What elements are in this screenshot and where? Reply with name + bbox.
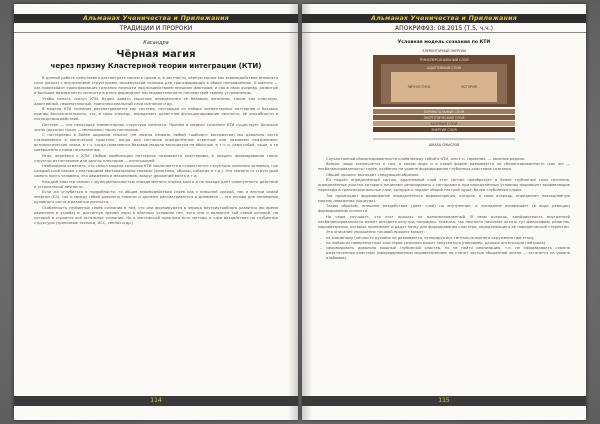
- figure-label-strip1: ПЕРИНАТАЛЬНЫЙ СЛОЙ: [423, 109, 465, 114]
- figure-label-axis-bottom: ШКАЛА СМЫСЛОВ: [428, 143, 460, 147]
- consciousness-model-figure: [359, 47, 529, 151]
- right-header-band: Альманах Ученичества и Прилежания: [302, 14, 586, 23]
- process-list: [318, 236, 570, 261]
- list-item: – не взаимному (личность духовно не развивается, игнорируя все сигналы внешнего окружения при этом);: [318, 236, 570, 241]
- paragraph: На чаще улучшить, что этот процесс не однонаправленный. В свою очередь, конфликтность внутренней несбалансированности может исходить изнутри, например, тяжелая, так личность начинает искать тут философию, религию, мировоззрение, которые принимают и дадут почву для формирования кластера, определяющего её поведенческий стереотип.: [318, 214, 570, 229]
- article-title: Чёрная магия: [116, 49, 196, 60]
- paragraph: Особенность глубинных слоёв сознания в том, что они формируются в период внутриутробного развития (во время движения в утробе) и, достигнув зрелой поры в обычных условиях нет, хотя они и являются той самой основой, на которой и строится всё остальное сознание. Но в магической практике есть методы и слои воздействия на глубинные структуры (трансовые техники, ИСС, гипноз и др.): [34, 205, 278, 225]
- paragraph: Вопрос чаще заключается в том, в каком виде и в какой форме развивается не сбалансированность (как же — несбалансированность) слоёв, особенно на уровне формирования глубинных кластеров сознания.: [318, 162, 570, 172]
- right-body-text: [318, 157, 570, 261]
- left-header-section: ТРАДИЦИИ И ПРОРОКИ: [14, 24, 298, 33]
- article-author: Касандра: [143, 40, 169, 46]
- paragraph: В данной работе попытаемся рассмотреть магию в целом и, в частности, чёрную магию как взаимодействие внешнего слоя (реала) с внутренними структурами человеческой психики для трансформации в обоих направлениях. А именно — как происходит трансформация сознания личности под воздействием внешних факторов, и как в свою очередь, развитые и большие возможности личности в итоге формируют последовательность последствий своему устремлению.: [34, 76, 278, 96]
- paragraph: Если же углубиться в подробности, то общие взаимодействия слоёв как с внешней средой, так и внутри самой энергии (ЕЭ), так и между собой довольно сложны и должны рассматриваться в динамике — это основа для понимания духовного роста в развитии личности.: [34, 190, 278, 205]
- figure-label-inner-left: ЛИЧНОСТНОЕ: [407, 85, 431, 89]
- list-item: – на любом из поверхностных кластеров сознания может запускаться (например, дальше интеграции нейтрала);: [318, 241, 570, 246]
- right-page: [302, 4, 586, 420]
- paragraph: Общий процесс выглядит следующим образом:: [326, 172, 420, 177]
- left-header-band: Альманах Ученичества и Прилежания: [14, 14, 298, 23]
- list-item: – сформировать довольно мощный глубинный кластер, но не найти реализацию, т.е. не сформировать сложно ожесточенные кластеры (сформированным мировоззрением не станет частью обыденной жизни — останется на уровне альбомов).: [318, 246, 570, 261]
- paragraph: В модели КТИ сознание рассматривается как система, состоящая из набора элементарных паттернов и базовых единиц бессознательного, что, в свою очередь, определяет целостное функционирование личности, её способности и последствия действий.: [34, 107, 278, 122]
- article-subtitle: через призму Кластерной теории интеграции (КТИ): [50, 62, 262, 70]
- figure-title: Условная модель сознания по КТИ: [397, 40, 491, 45]
- right-header-section: АПОКРИФ93: 08.2015 (Т.5, ч.ч.): [302, 24, 586, 33]
- figure-label-strip4: ЭНЕРГИЯ СЛОЯ: [431, 127, 457, 132]
- paragraph: Паттерн — это некоторая элементарная структура личности. Причём в модели сознания КТИ существует большое число (десятки тысяч — миллионы) таких паттернов.: [34, 122, 278, 132]
- paragraph: ВЭ подаёт определённый сигнал, адаптивный слой этот сигнал преобразует в более глубинные слои сознания, определённые участки которого начинают резонировать с сигналами и при определённых условиях формирует вызревающие переходы в трансперсональные слои, которые и задают общий настрой душе, более глубинным слоям.: [318, 178, 570, 193]
- paragraph: Таким образом, внешнее воздействие (даёт слой) на внутренние, и последнее возвращает (в виде реакции) формированию личности.: [318, 204, 570, 214]
- paragraph: Это описание упрощённо таковой процесс может:: [326, 230, 425, 235]
- left-body-text: [34, 76, 278, 226]
- left-page-number: 114: [14, 396, 298, 406]
- right-content: [318, 40, 570, 390]
- figure-label-outer: ТРАНСПЕРСОНАЛЬНЫЙ СЛОЙ: [419, 58, 469, 62]
- figure-label-inner-right: ИСТОРИЯ: [461, 85, 477, 89]
- paragraph: Чтобы понять «силу» КТИ, будем давать короткие определения её базовым понятиям, таким как кластеры, адаптивный, перинатальный, трансперсональный слои сознания и др.: [34, 96, 278, 106]
- figure-label-strip3: БАЗОВЫЙ СЛОЙ: [430, 121, 458, 126]
- paragraph: Необходимо отметить, что смысл модели сознания КТИ заключается в «слоистости» структуры сознания человека, где каждый слой связан с настоящими вертикальными связями (архетипы, образы, события и т.д.). Это связано со структурой самого мозга человека, его движения и механизмов, вокруг движений мозга и т.д.: [34, 164, 278, 179]
- paragraph: Так происходит формирование определённого мировоззрения, которое, в свою очередь, определяет повседневную модель поведения (социума).: [318, 193, 570, 203]
- left-content: [34, 40, 278, 390]
- figure-label-axis-top: ЭЛЕМЕНТАРНЫЙ ЭНЕРГИИ: [422, 49, 466, 53]
- paragraph: Каждый кластер связан с функциональностью определённого отдела мозга и на выходе даёт совокупность действий и устремлений личности.: [34, 179, 278, 189]
- right-page-number: 115: [302, 396, 586, 406]
- paragraph: Итак, вернёмся к КТИ. Любые комбинации паттернов называются кластерами, а процесс формирования таких структур из паттернов или других кластеров — интеграцией.: [34, 153, 278, 163]
- paragraph: С паттернами в более широком смысле (не можно назвать любой «шаблон» восприятия) мы довольно часто сталкиваемся в магической практике, когда для сигналов определённые ответные или называем «вызрением» астрологические знаки, в т.ч. когда появляются базовые модели восприятия не обычные, в т.ч. и, само собой, чаще, а то совершенно с ними не связанные.: [34, 133, 278, 153]
- figure-label-second: АДАПТИВНЫЙ СЛОЙ: [427, 66, 461, 70]
- paragraph: Случаи полной сбалансированности слоёв между собой в КТИ, или т.н. гармония, — явление редкое.: [326, 157, 526, 161]
- left-page: [14, 4, 298, 420]
- figure-svg: [359, 47, 529, 151]
- figure-label-strip2: ЭНЕРГЕТИЧЕСКИЙ СЛОЙ: [423, 115, 465, 120]
